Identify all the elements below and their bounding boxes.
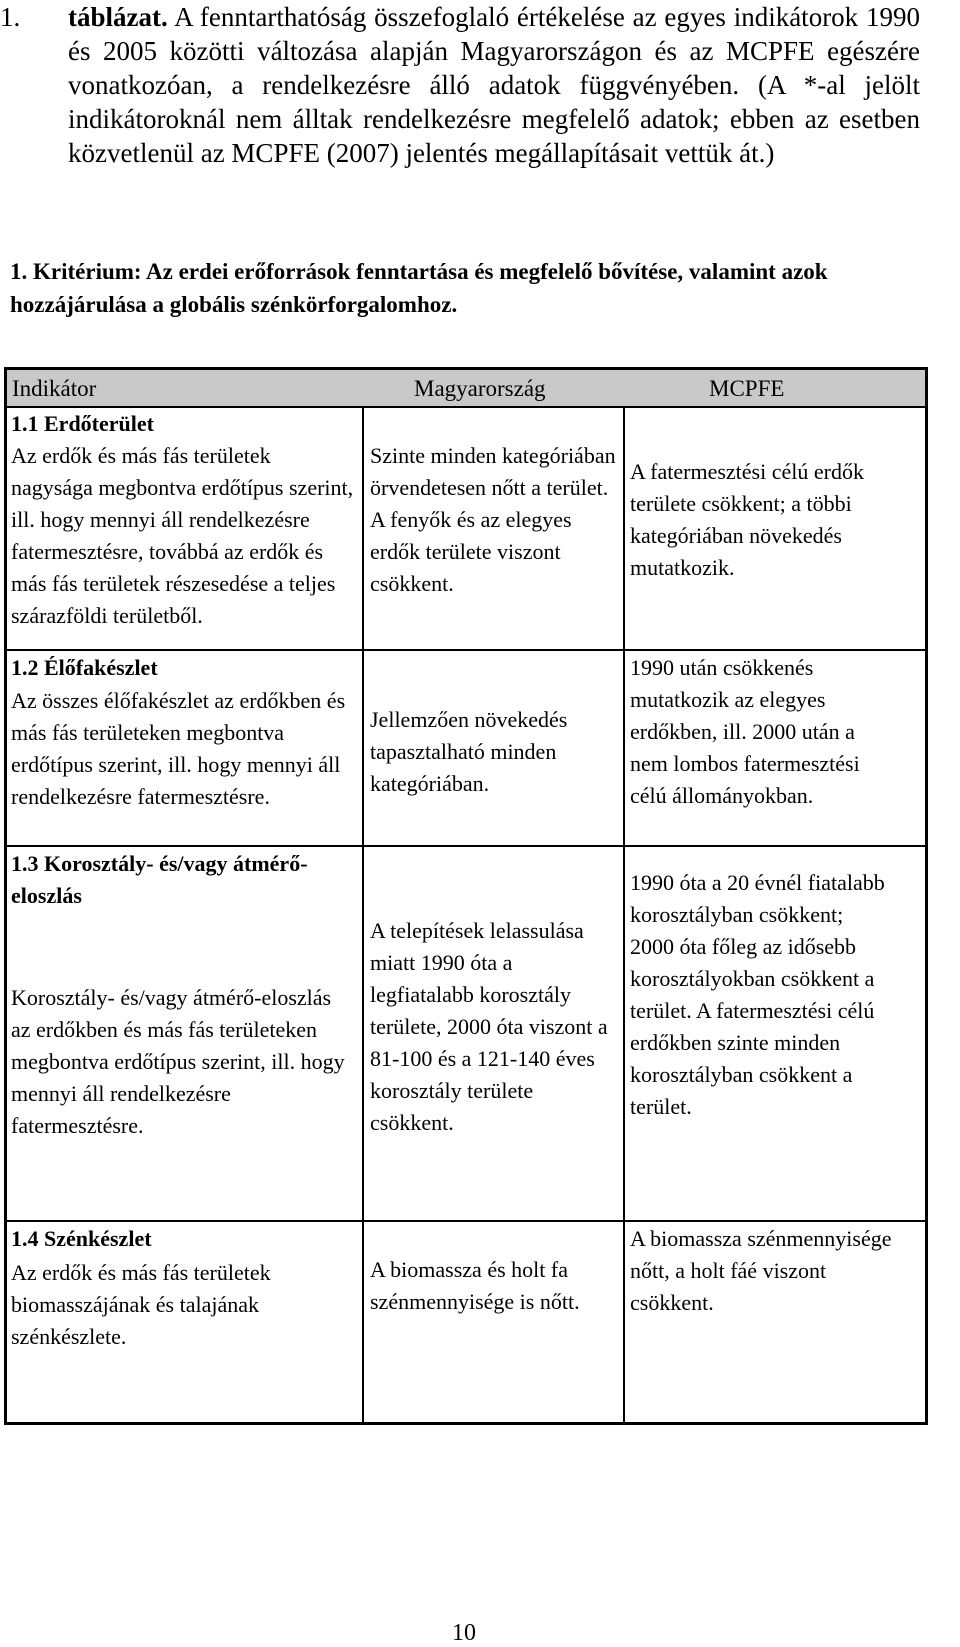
- row-divider: [7, 845, 925, 847]
- table-caption: [0, 0, 920, 170]
- mcpfe-assessment: 1990 után csökkenés mutatkozik az elegyes erdőkben, ill. 2000 után a nem lombos fatermesztési célú állományokban.: [630, 655, 860, 808]
- mcpfe-assessment: 1990 óta a 20 évnél fiatalabb korosztályban csökkent; 2000 óta főleg az idősebb korosztályokban csökkent a terület. A fatermesztési célú erdőkben szinte minden korosztályban csökkent a terület.: [630, 870, 885, 1119]
- indicator-title: 1.1 Erdőterület: [11, 411, 154, 436]
- hungary-assessment: A biomassza és holt fa szénmennyisége is nőtt.: [370, 1257, 580, 1314]
- mcpfe-assessment: A biomassza szénmennyisége nőtt, a holt fáé viszont csökkent.: [630, 1226, 892, 1315]
- table-header-row: [7, 370, 925, 407]
- sustainability-table: [4, 367, 928, 1425]
- indicator-description: Korosztály- és/vagy átmérő-eloszlás az erdőkben és más fás területeken megbontva erdőtípus szerint, ill. hogy mennyi áll rendelkezésre fatermesztésre.: [11, 985, 345, 1138]
- column-divider: [623, 406, 625, 1422]
- mcpfe-assessment: A fatermesztési célú erdők területe csökkent; a többi kategóriában növekedés mutatkozik.: [630, 459, 864, 580]
- indicator-title: 1.3 Korosztály- és/vagy átmérő-eloszlás: [11, 851, 308, 908]
- hungary-assessment: Jellemzően növekedés tapasztalható minden kategóriában.: [370, 707, 568, 796]
- caption-label: táblázat.: [68, 2, 168, 32]
- page-number: 10: [452, 1620, 476, 1646]
- indicator-description: Az erdők és más fás területek nagysága megbontva erdőtípus szerint, ill. hogy mennyi áll rendelkezésre fatermesztésre, továbbá az erdők és más fás területek részesedése a teljes szárazföldi területből.: [11, 443, 354, 628]
- indicator-description: Az összes élőfakészlet az erdőkben és más fás területeken megbontva erdőtípus szerint, ill. hogy mennyi áll rendelkezésre fatermesztésre.: [11, 688, 346, 809]
- indicator-title: 1.4 Szénkészlet: [11, 1226, 152, 1251]
- criterion-heading: 1. Kritérium: Az erdei erőforrások fenntartása és megfelelő bővítése, valamint azok hozzájárulása a globális szénkörforgalomhoz.: [10, 259, 828, 317]
- header-mcpfe: MCPFE: [709, 376, 785, 401]
- indicator-description: Az erdők és más fás területek biomasszájának és talajának szénkészlete.: [11, 1260, 271, 1349]
- caption-number: 1.: [0, 2, 21, 32]
- header-hungary: Magyarország: [414, 376, 546, 401]
- caption-text: A fenntarthatóság összefoglaló értékelése az egyes indikátorok 1990 és 2005 közötti változása alapján Magyarországon és az MCPFE egészére vonatkozóan, a rendelkezésre álló adatok függvényében. (A *-al jelölt indikátoroknál nem álltak rendelkezésre megfelelő adatok; ebben az esetben közvetlenül az MCPFE (2007) jelentés megállapításait vettük át.): [68, 2, 920, 168]
- hungary-assessment: A telepítések lelassulása miatt 1990 óta a legfiatalabb korosztály területe, 2000 óta viszont a 81-100 és a 121-140 éves korosztály területe csökkent.: [370, 918, 608, 1135]
- indicator-title: 1.2 Élőfakészlet: [11, 655, 158, 680]
- row-divider: [7, 649, 925, 651]
- header-indicator: Indikátor: [12, 376, 97, 401]
- row-divider: [7, 1220, 925, 1222]
- hungary-assessment: Szinte minden kategóriában örvendetesen nőtt a terület. A fenyők és az elegyes erdők területe viszont csökkent.: [370, 443, 616, 596]
- caption-body: [68, 0, 920, 170]
- column-divider: [362, 406, 364, 1422]
